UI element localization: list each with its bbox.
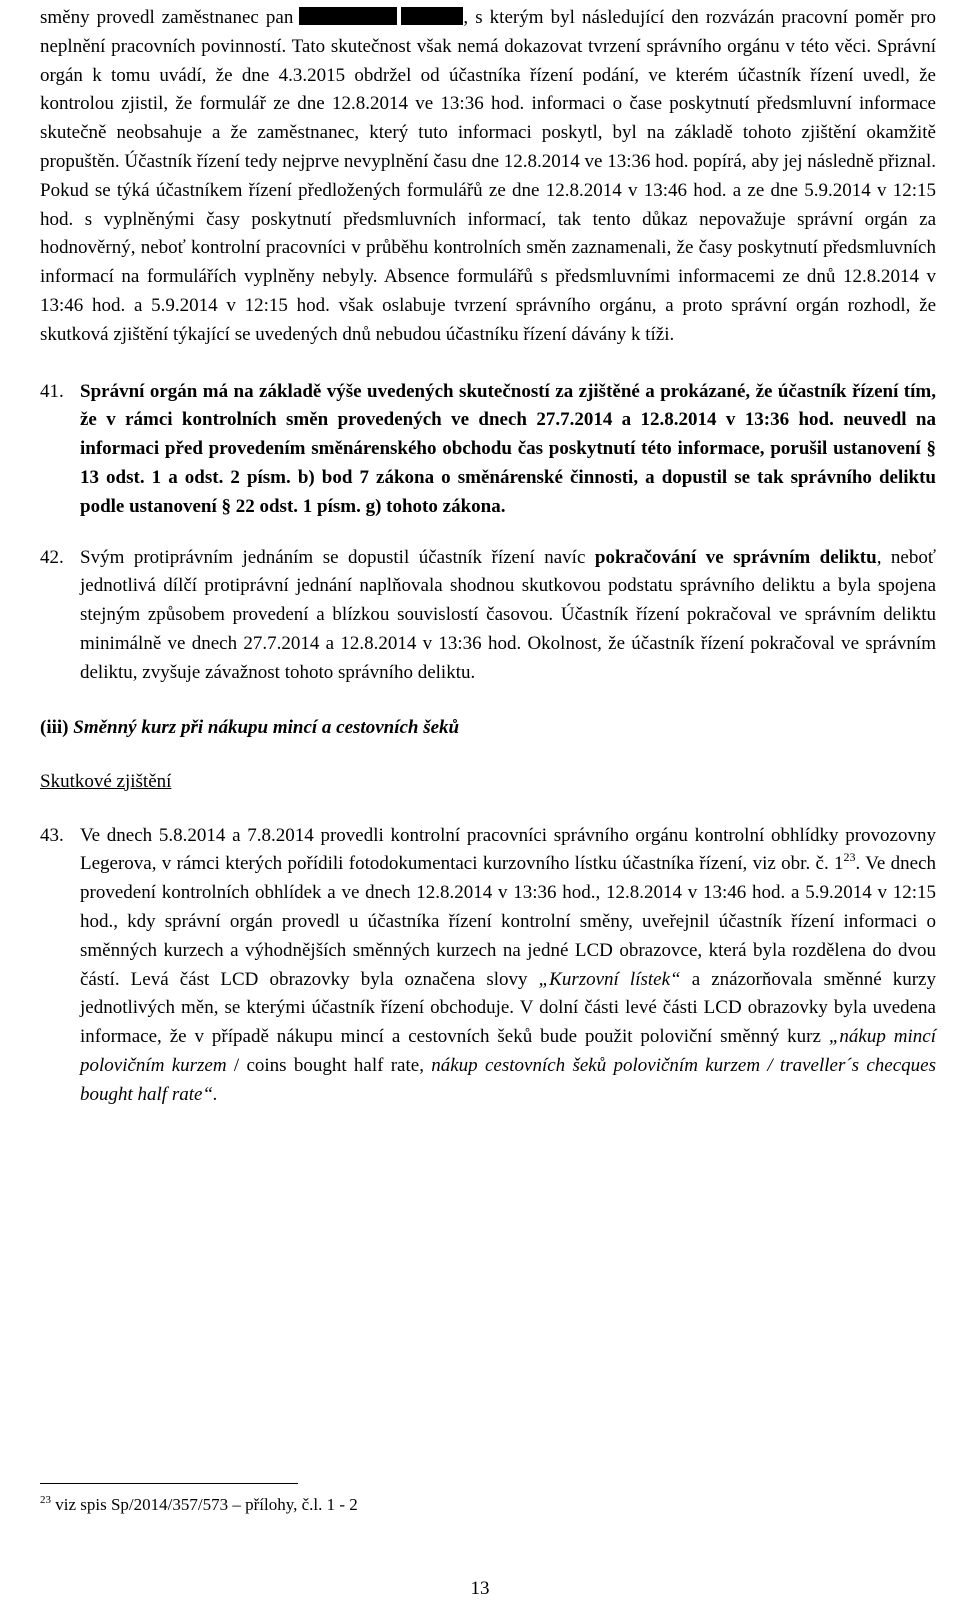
para43-italic-nakup-minci: „nákup mincí polovičním kurzem bbox=[80, 1026, 936, 1076]
section-roman-numeral: (iii) bbox=[40, 716, 69, 738]
document-page bbox=[40, 4, 936, 1110]
paragraph-42-text bbox=[80, 544, 936, 688]
footnote-23 bbox=[40, 1494, 358, 1516]
footnote-reference-23[interactable]: 23 bbox=[843, 850, 856, 865]
redacted-surname-block bbox=[401, 7, 463, 25]
para43-text-2: . Ve dnech provedení kontrolních obhlídek a ve dnech 12.8.2014 v 13:36 hod., 12.8.2014 v 13:46 hod. a 5.9.2014 v 12:15 hod., kdy správní orgán provedl u účastníka řízení kontrolní směny, uveřejnil účastník řízení informaci o směnných kurzech a výhodnějších směnných kurzech na jedné LCD obrazovce, která byla rozdělena do dvou částí. Levá část LCD obrazovky byla označena slovy bbox=[80, 853, 936, 990]
paragraph-41-text bbox=[80, 378, 936, 522]
subheading-skutkove-zjisteni: Skutkové zjištění bbox=[40, 770, 172, 792]
para42-bold: pokračování ve správním deliktu bbox=[594, 546, 877, 568]
para42-text-2: , neboť jednotlivá dílčí protiprávní jednání naplňovala shodnou skutkovou podstatu správního deliktu a byla spojena stejným způsobem provedení a blízkou souvislostí časovou. Účastník řízení pokračoval ve správním deliktu minimálně ve dnech 27.7.2014 a 12.8.2014 v 13:36 hod. Okolnost, že účastník řízení pokračoval ve správním deliktu, zvyšuje závažnost tohoto správního deliktu. bbox=[80, 546, 936, 683]
paragraph-40-continuation bbox=[40, 4, 936, 350]
para43-italic-nakup-seku: nákup cestovních šeků polovičním kurzem / traveller´s checques bought half rate“. bbox=[80, 1054, 936, 1105]
paragraph-42 bbox=[40, 544, 936, 688]
para43-italic-kurzovni-listek: „Kurzovní lístek“ bbox=[538, 968, 681, 990]
section-heading bbox=[40, 714, 936, 742]
paragraph-42-number: 42. bbox=[40, 546, 64, 568]
para43-text-4: / coins bought half rate, bbox=[226, 1054, 432, 1076]
paragraph-41 bbox=[40, 378, 936, 522]
para40-text-rest: , s kterým byl následující den rozvázán pracovní poměr pro neplnění pracovních povinností. Tato skutečnost však nemá dokazovat tvrzení správního orgánu v této věci. Správní orgán k tomu uvádí, že dne 4.3.2015 obdržel od účastníka řízení podání, ve kterém účastník řízení uvedl, že kontrolou zjistil, že formulář ze dne 12.8.2014 ve 13:36 hod. informaci o čase poskytnutí předsmluvní informace skutečně neobsahuje a že zaměstnanec, který tuto informaci poskytl, byl na základě tohoto zjištění okamžitě propuštěn. Účastník řízení tedy nejprve nevyplnění času dne 12.8.2014 ve 13:36 hod. popírá, aby jej následně přiznal. Pokud se týká účastníkem řízení předložených formulářů ze dne 12.8.2014 v 13:46 hod. a ze dne 5.9.2014 v 12:15 hod. s vyplněnými časy poskytnutí předsmluvních informací, tak tento důkaz nepovažuje správní orgán za hodnověrný, neboť kontrolní pracovníci v průběhu kontrolních směn zaznamenali, že časy poskytnutí předsmluvních informací na formulářích vyplněny nebyly. Absence formulářů s předsmluvními informacemi ze dnů 12.8.2014 v 13:46 hod. a 5.9.2014 v 12:15 hod. však oslabuje tvrzení správního orgánu, a proto správní orgán rozhodl, že skutková zjištění týkající se uvedených dnů nebudou účastníku řízení dávány k tíži. bbox=[40, 7, 936, 345]
page-number: 13 bbox=[470, 1578, 490, 1599]
footnote-number: 23 bbox=[40, 1494, 51, 1506]
paragraph-43-number: 43. bbox=[40, 824, 64, 846]
paragraph-41-number: 41. bbox=[40, 380, 64, 402]
paragraph-41-bold-text: Správní orgán má na základě výše uvedených skutečností za zjištěné a prokázané, že účastník řízení tím, že v rámci kontrolních směn provedených ve dnech 27.7.2014 a 12.8.2014 v 13:36 hod. neuvedl na informaci před provedením směnárenského obchodu čas poskytnutí této informace, porušil ustanovení § 13 odst. 1 a odst. 2 písm. b) bod 7 zákona o směnárenské činnosti, a dopustil se tak správního deliktu podle ustanovení § 22 odst. 1 písm. g) tohoto zákona. bbox=[80, 380, 936, 517]
para43-text-3: a znázorňovala směnné kurzy jednotlivých měn, se kterými účastník řízení obchoduje. V dolní části levé části LCD obrazovky byla uvedena informace, že v případě nákupu mincí a cestovních šeků bude použit poloviční směnný kurz bbox=[80, 968, 936, 1048]
para42-text-1: Svým protiprávním jednáním se dopustil účastník řízení navíc bbox=[80, 546, 595, 568]
footnote-separator bbox=[40, 1483, 298, 1484]
paragraph-43-text bbox=[80, 822, 936, 1110]
paragraph-43 bbox=[40, 822, 936, 1110]
footnote-text: viz spis Sp/2014/357/573 – přílohy, č.l. 1 - 2 bbox=[55, 1495, 358, 1514]
section-title: Směnný kurz při nákupu mincí a cestovních šeků bbox=[73, 716, 460, 738]
para43-text-1: Ve dnech 5.8.2014 a 7.8.2014 provedli kontrolní pracovníci správního orgánu kontrolní obhlídky provozovny Legerova, v rámci kterých pořídili fotodokumentaci kurzovního lístku účastníka řízení, viz obr. č. 1 bbox=[80, 824, 936, 875]
para40-text-start: směny provedl zaměstnanec pan bbox=[40, 7, 294, 28]
redacted-name-block bbox=[299, 7, 397, 25]
